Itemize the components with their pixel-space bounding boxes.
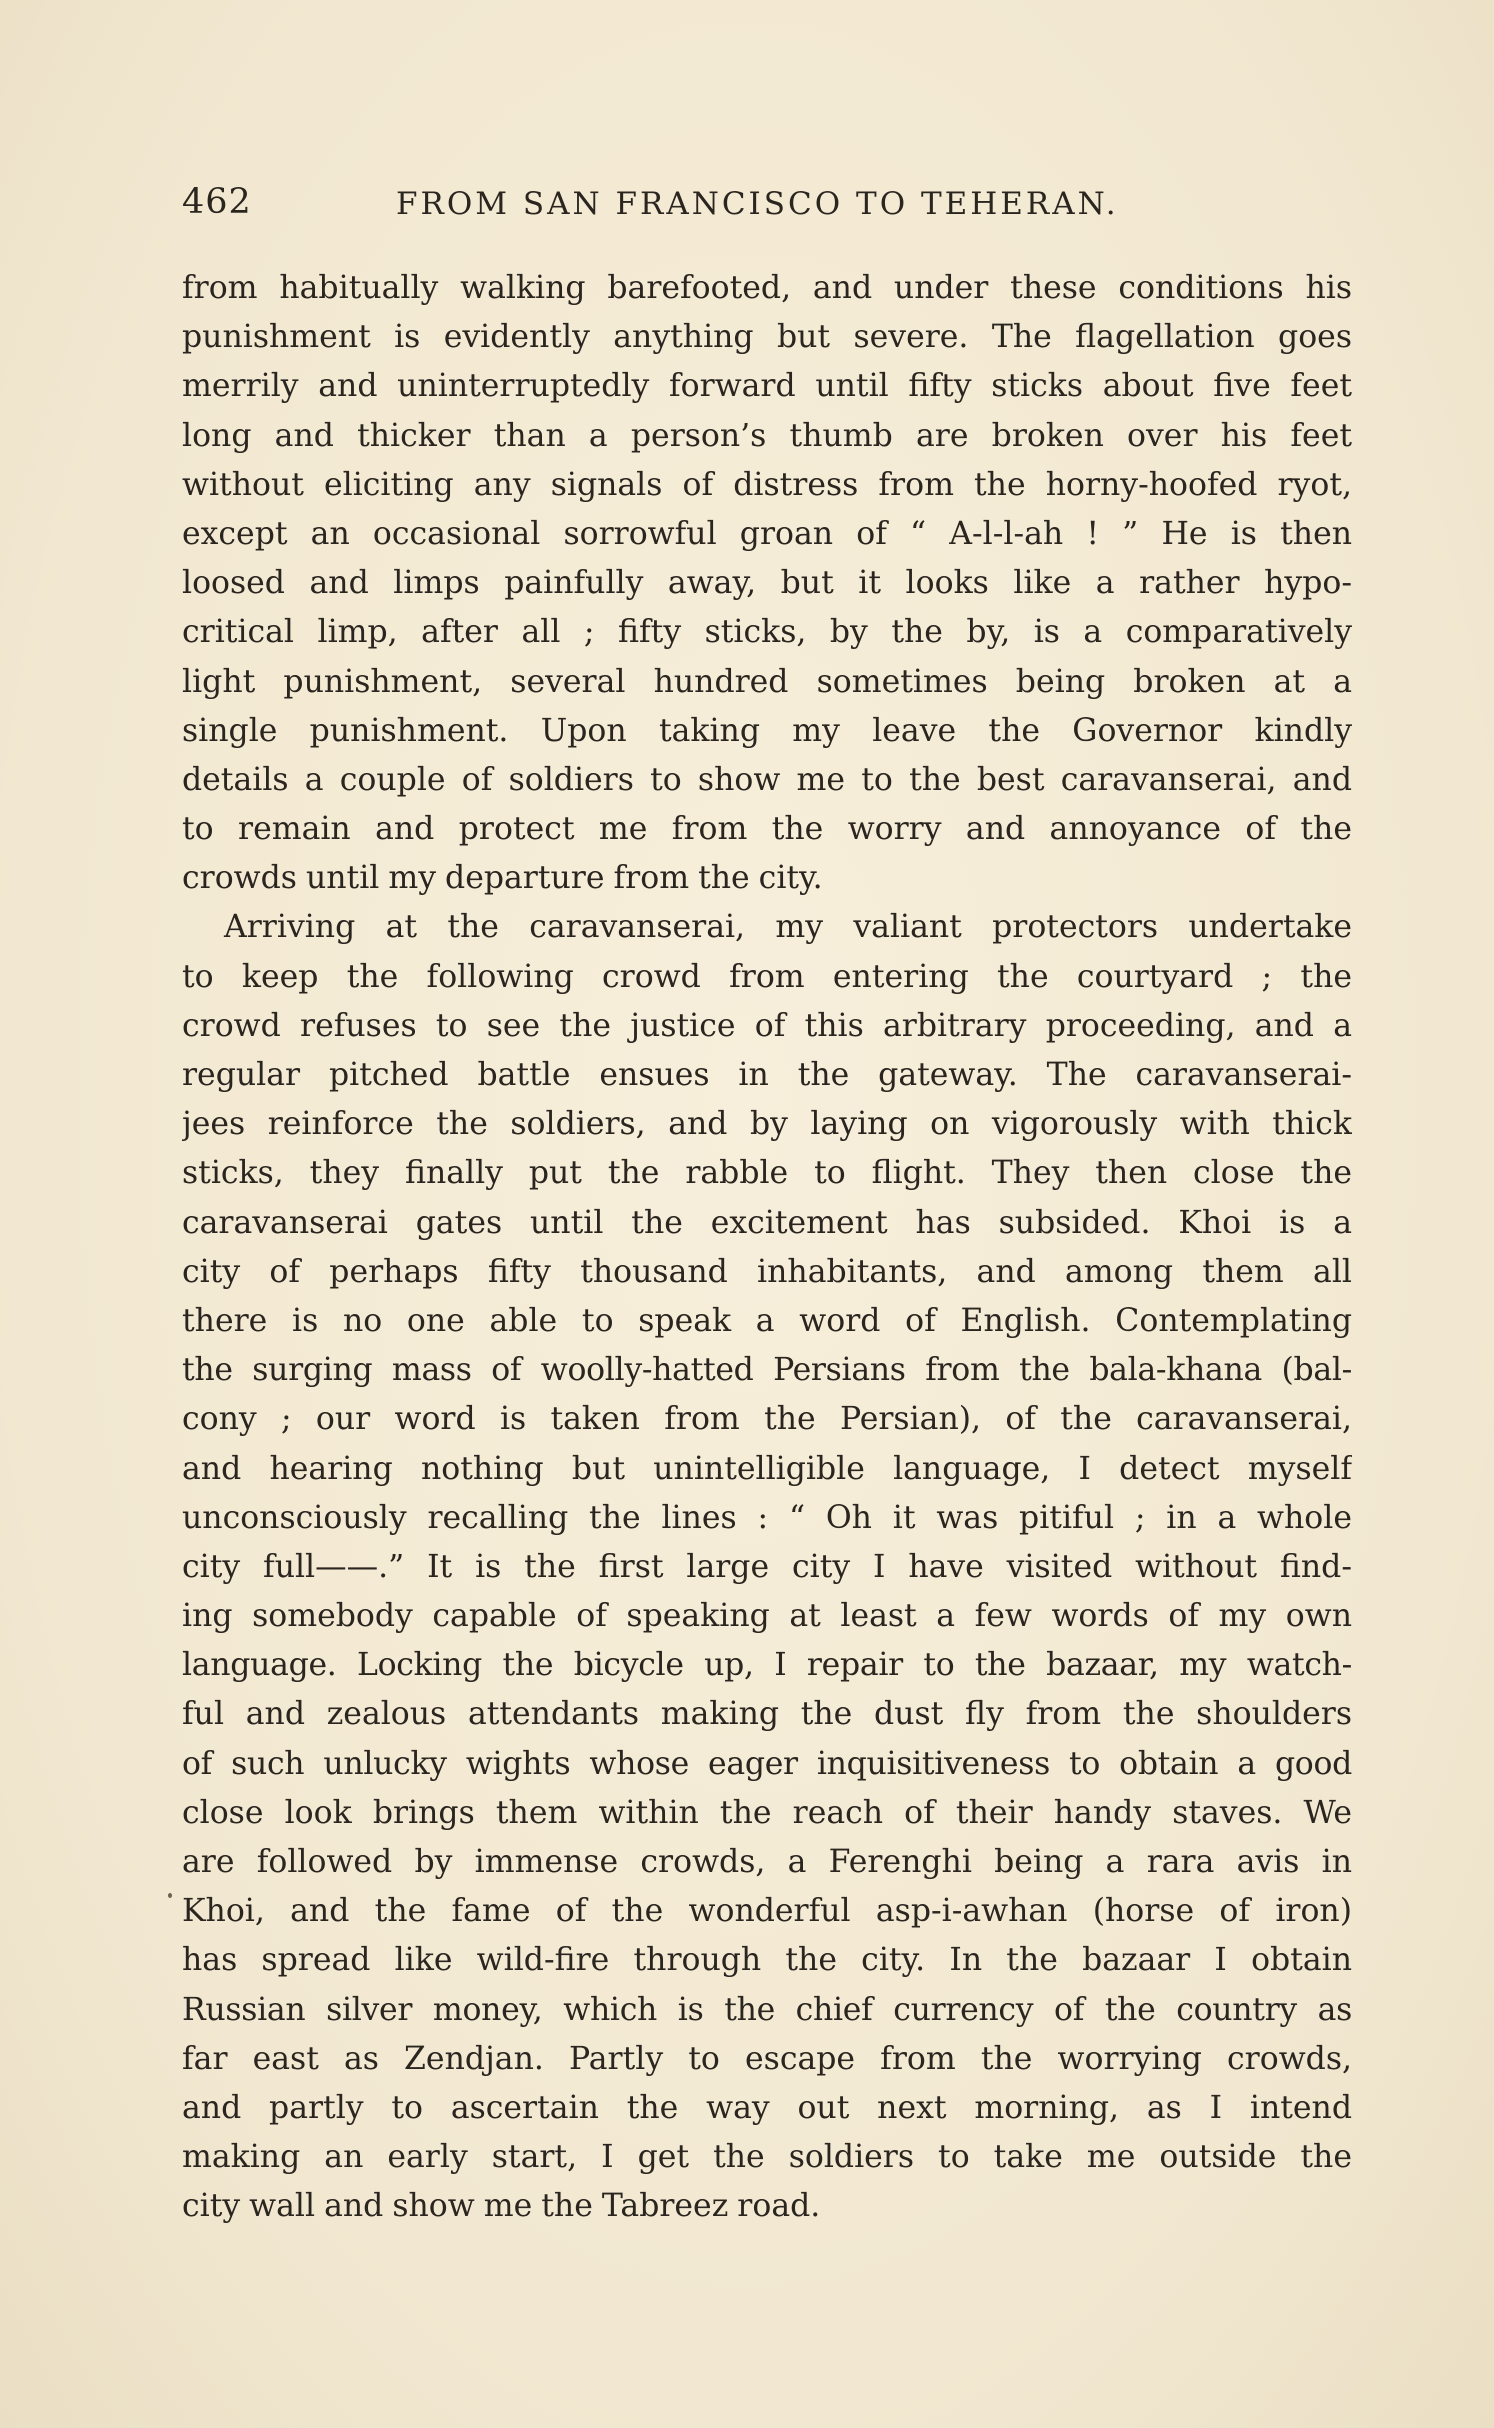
text-line: without eliciting any signals of distress from the horny-hoofed ryot,: [182, 466, 1352, 503]
text-line: making an early start, I get the soldiers to take me outside the: [182, 2139, 1352, 2176]
text-line: jees reinforce the soldiers, and by laying on vigorously with thick: [182, 1106, 1352, 1143]
text-line: caravanserai gates until the excitement has subsided. Khoi is a: [182, 1204, 1352, 1241]
text-line: city of perhaps fifty thousand inhabitants, and among them all: [182, 1253, 1352, 1290]
text-line: Russian silver money, which is the chief currency of the country as: [182, 1991, 1352, 2028]
body-text: [182, 264, 1352, 2232]
text-line: merrily and uninterruptedly forward until fifty sticks about five feet: [182, 368, 1352, 405]
text-line: to remain and protect me from the worry and annoyance of the: [182, 811, 1352, 848]
text-line: sticks, they finally put the rabble to flight. They then close the: [182, 1155, 1352, 1192]
text-line: are followed by immense crowds, a Ferenghi being a rara avis in: [182, 1844, 1352, 1880]
text-line: details a couple of soldiers to show me to the best caravanserai, and: [182, 761, 1352, 798]
text-line: close look brings them within the reach of their handy staves. We: [182, 1794, 1352, 1831]
text-line: from habitually walking barefooted, and under these conditions his: [182, 270, 1352, 306]
text-line: except an occasional sorrowful groan of “ A-l-l-ah ! ” He is then: [182, 515, 1352, 552]
text-line: of such unlucky wights whose eager inquisitiveness to obtain a good: [182, 1745, 1352, 1782]
text-line: single punishment. Upon taking my leave the Governor kindly: [182, 712, 1352, 749]
text-line: Khoi, and the fame of the wonderful asp-i-awhan (horse of iron): [182, 1893, 1352, 1930]
paragraph-last-line: city wall and show me the Tabreez road.: [182, 2188, 821, 2225]
page-number: 462: [182, 182, 252, 222]
text-line: ful and zealous attendants making the dust fly from the shoulders: [182, 1696, 1352, 1733]
paragraph-last-line: crowds until my departure from the city.: [182, 860, 823, 897]
text-line: language. Locking the bicycle up, I repair to the bazaar, my watch-: [182, 1647, 1352, 1684]
running-title: FROM SAN FRANCISCO TO TEHERAN.: [396, 186, 1119, 222]
paragraph-first-line: Arriving at the caravanserai, my valiant protectors undertake: [224, 909, 1352, 946]
text-line: crowd refuses to see the justice of this arbitrary proceeding, and a: [182, 1007, 1352, 1044]
text-line: there is no one able to speak a word of English. Contemplating: [182, 1302, 1352, 1339]
text-line: city full——.” It is the first large city I have visited without find-: [182, 1548, 1352, 1585]
text-line: to keep the following crowd from entering the courtyard ; the: [182, 958, 1352, 995]
text-line: regular pitched battle ensues in the gateway. The caravanserai-: [182, 1057, 1352, 1093]
running-head: [182, 182, 1352, 232]
text-line: ing somebody capable of speaking at least a few words of my own: [182, 1598, 1352, 1635]
text-line: punishment is evidently anything but severe. The flagellation goes: [182, 319, 1352, 356]
text-line: unconsciously recalling the lines : “ Oh it was pitiful ; in a whole: [182, 1499, 1352, 1536]
text-line: cony ; our word is taken from the Persian), of the caravanserai,: [182, 1401, 1352, 1438]
stray-ink-mark: [168, 1893, 172, 1898]
text-line: has spread like wild-fire through the city. In the bazaar I obtain: [182, 1942, 1352, 1979]
text-line: and partly to ascertain the way out next morning, as I intend: [182, 2089, 1352, 2126]
text-line: light punishment, several hundred sometimes being broken at a: [182, 663, 1352, 700]
text-line: critical limp, after all ; fifty sticks, by the by, is a comparatively: [182, 614, 1352, 651]
text-line: long and thicker than a person’s thumb are broken over his feet: [182, 417, 1352, 454]
text-line: and hearing nothing but unintelligible language, I detect myself: [182, 1450, 1352, 1487]
text-line: loosed and limps painfully away, but it looks like a rather hypo-: [182, 565, 1352, 602]
text-line: the surging mass of woolly-hatted Persians from the bala-khana (bal-: [182, 1352, 1352, 1389]
text-line: far east as Zendjan. Partly to escape from the worrying crowds,: [182, 2040, 1352, 2077]
